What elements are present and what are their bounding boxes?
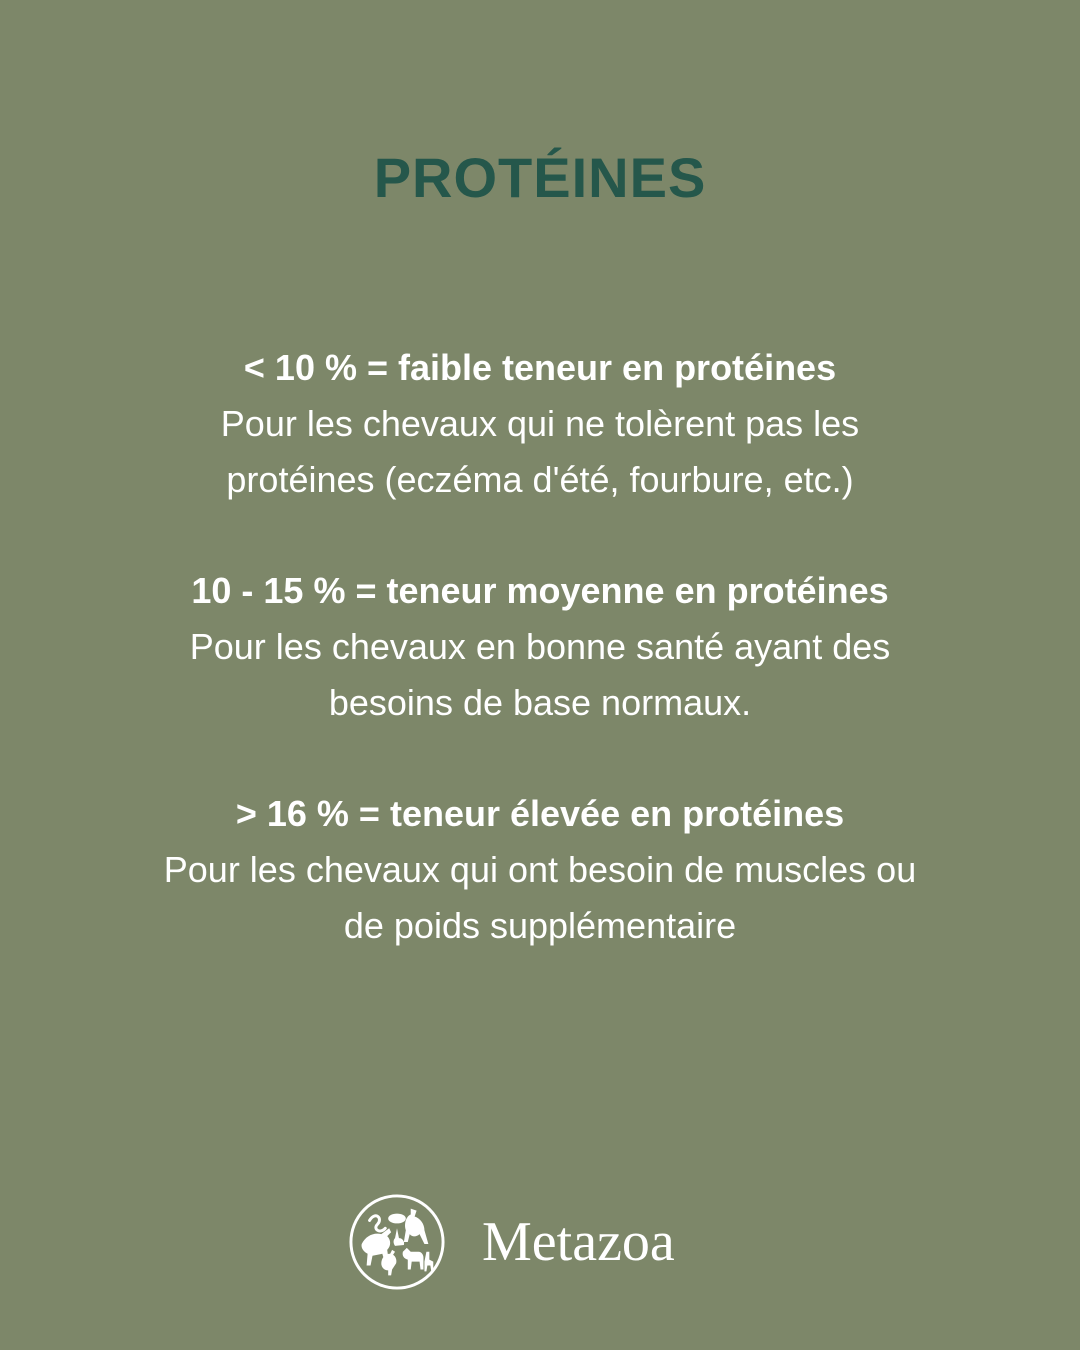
section-description [0, 842, 1080, 954]
protein-levels [0, 340, 1080, 1009]
section-heading: < 10 % = faible teneur en protéines [243, 347, 837, 388]
description-line: protéines (eczéma d'été, fourbure, etc.) [226, 459, 854, 500]
description-line: de poids supplémentaire [343, 905, 737, 946]
brand-name: Metazoa [482, 1211, 675, 1273]
section-description [0, 396, 1080, 508]
description-line: Pour les chevaux qui ne tolèrent pas les [220, 403, 860, 444]
section-high-protein [0, 786, 1080, 954]
brand-logo [348, 1192, 675, 1292]
section-heading: > 16 % = teneur élevée en protéines [235, 793, 845, 834]
description-line: Pour les chevaux en bonne santé ayant des [189, 626, 891, 667]
section-low-protein [0, 340, 1080, 508]
animals-circle-logo-icon [348, 1193, 446, 1291]
section-heading: 10 - 15 % = teneur moyenne en protéines [191, 570, 889, 611]
description-line: besoins de base normaux. [328, 682, 752, 723]
section-description [0, 619, 1080, 731]
section-medium-protein [0, 563, 1080, 731]
description-line: Pour les chevaux qui ont besoin de muscles ou [163, 849, 917, 890]
page-title: PROTÉINES [373, 146, 707, 209]
